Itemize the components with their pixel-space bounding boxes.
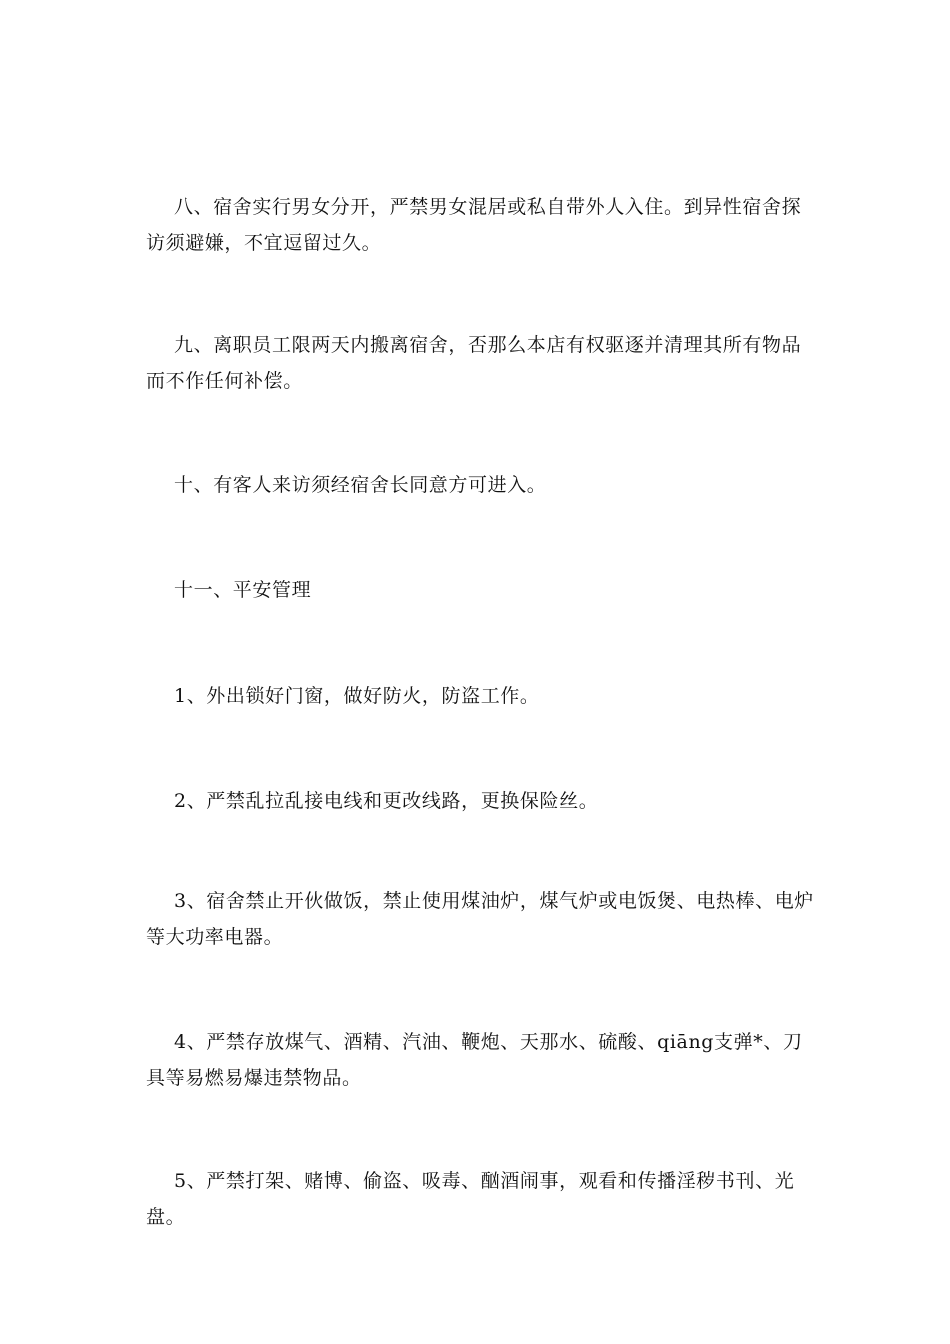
list-item-3: 3、宿舍禁止开伙做饭，禁止使用煤油炉，煤气炉或电饭煲、电热棒、电炉等大功率电器。 (146, 890, 814, 948)
paragraph-10: 十、有客人来访须经宿舍长同意方可进入。 (174, 474, 547, 496)
section-heading-safety: 十一、平安管理 (174, 579, 312, 601)
paragraph-8: 八、宿舍实行男女分开，严禁男女混居或私自带外人入住。到异性宿舍探访须避嫌，不宜逗留过久。 (146, 196, 802, 254)
paragraph-9: 九、离职员工限两天内搬离宿舍，否那么本店有权驱逐并清理其所有物品而不作任何补偿。 (146, 334, 802, 392)
list-item-1: 1、外出锁好门窗，做好防火，防盗工作。 (174, 685, 540, 707)
list-item-2: 2、严禁乱拉乱接电线和更改线路，更换保险丝。 (174, 790, 599, 812)
list-item-4: 4、严禁存放煤气、酒精、汽油、鞭炮、天那水、硫酸、qiāng支弹*、刀具等易燃易爆违禁物品。 (146, 1031, 803, 1089)
list-item-5: 5、严禁打架、赌博、偷盗、吸毒、酗酒闹事，观看和传播淫秽书刊、光盘。 (146, 1170, 795, 1228)
